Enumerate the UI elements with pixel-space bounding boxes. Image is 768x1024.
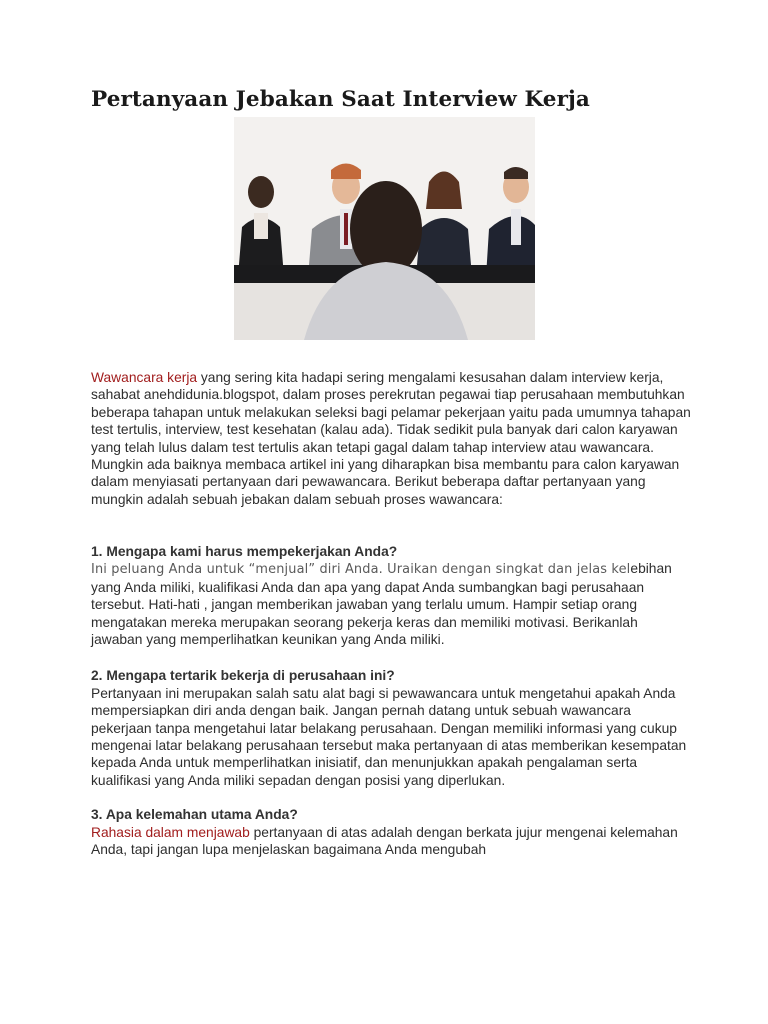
intro-text: yang sering kita hadapi sering mengalami kesusahan dalam interview kerja, sahabat anehdidunia.blogspot, dalam proses perekrutan pegawai tiap perusahaan membutuhkan beberapa tahapan untuk melakukan seleksi bagi pelamar pekerjaan yaitu pada umumnya tahapan test tertulis, interview, test kesehatan (kalau ada). Tidak sedikit pula banyak dari calon karyawan yang telah lulus dalam test tertulis akan tetapi gagal dalam tahap interview atau wawancara. Mungkin ada baiknya membaca artikel ini yang diharapkan bisa membantu para calon karyawan dalam menyiasati pertanyaan dari pewawancara. Berikut beberapa daftar pertanyaan yang mungkin adalah sebuah jebakan dalam sebuah proses wawancara: bbox=[91, 370, 691, 507]
rahasia-link[interactable]: Rahasia dalam menjawab bbox=[91, 824, 250, 840]
answer-text: pertanyaan di atas adalah dengan berkata jujur mengenai kelemahan Anda, tapi jangan lupa menjelaskan bagaimana Anda mengubah bbox=[91, 824, 678, 858]
question-heading: 3. Apa kelemahan utama Anda? bbox=[91, 807, 298, 823]
question-list bbox=[91, 543, 691, 859]
faded-answer-text: Ini peluang Anda untuk “menjual” diri Anda. Uraikan dengan singkat dan jelas kel bbox=[91, 562, 631, 578]
intro-paragraph bbox=[91, 369, 691, 508]
answer-text: ebihan yang Anda miliki, kualifikasi Anda dan apa yang dapat Anda sumbangkan bagi perusahaan tersebut. Hati-hati , jangan memberikan jawaban yang terlalu umum. Hampir setiap orang mengatakan mereka merupakan seorang pekerja keras dan memiliki motivasi. Berikanlah jawaban yang memperlihatkan keunikan yang Anda miliki. bbox=[91, 561, 672, 648]
interview-photo bbox=[234, 117, 535, 340]
question-heading: 2. Mengapa tertarik bekerja di perusahaan ini? bbox=[91, 668, 395, 684]
question-1 bbox=[91, 543, 691, 650]
wawancara-kerja-link[interactable]: Wawancara kerja bbox=[91, 370, 198, 385]
question-3 bbox=[91, 806, 691, 858]
question-heading: 1. Mengapa kami harus mempekerjakan Anda? bbox=[91, 544, 398, 559]
answer-text: Pertanyaan ini merupakan salah satu alat bagi si pewawancara untuk mengetahui apakah Anda mempersiapkan diri anda dengan baik. Jangan pernah datang untuk sebuah wawancara pekerjaan tanpa mengetahui latar belakang perusahaan. Dengan memiliki informasi yang cukup mengenai latar belakang perusahaan tersebut maka pertanyaan di atas memberikan kesempatan kepada Anda untuk memperlihatkan inisiatif, dan menunjukkan apakah pengalaman serta kualifikasi yang Anda miliki sepadan dengan posisi yang diperlukan. bbox=[91, 685, 687, 788]
question-2 bbox=[91, 667, 691, 789]
article-title: Pertanyaan Jebakan Saat Interview Kerja bbox=[91, 87, 590, 112]
